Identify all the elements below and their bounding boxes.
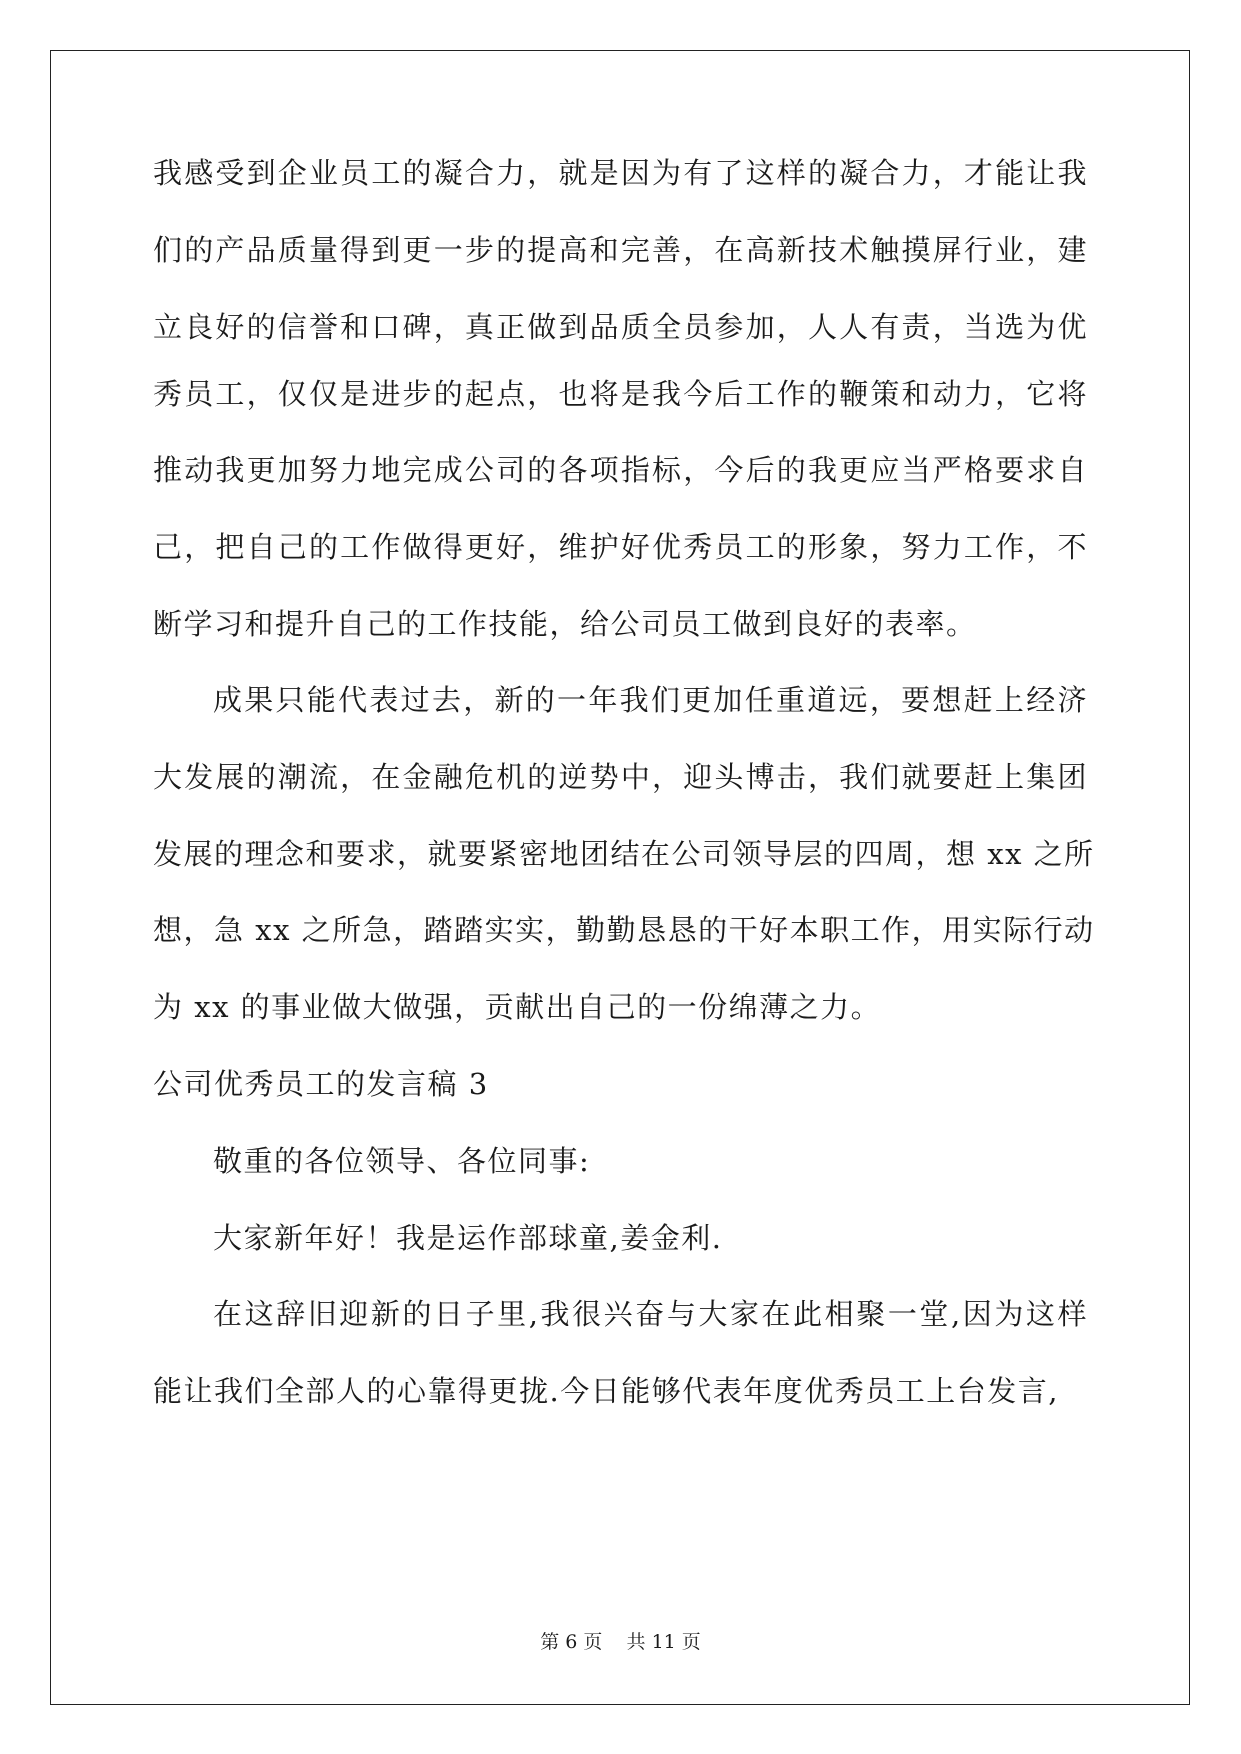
page-total: 共 11 页 xyxy=(626,1631,701,1653)
paragraph-first-line: 成果只能代表过去，新的一年我们更加任重道远，要想赶上经济 xyxy=(213,683,1088,717)
page-footer xyxy=(0,1630,1241,1654)
body-line: 我感受到企业员工的凝合力，就是因为有了这样的凝合力，才能让我 xyxy=(153,156,1088,190)
body-line: 立良好的信誉和口碑，真正做到品质全员参加，人人有责，当选为优 xyxy=(153,310,1088,344)
page-number: 第 6 页 xyxy=(540,1631,603,1653)
body-line: 能让我们全部人的心靠得更拢.今日能够代表年度优秀员工上台发言, xyxy=(153,1374,1059,1408)
body-line: 们的产品质量得到更一步的提高和完善，在高新技术触摸屏行业，建 xyxy=(153,233,1088,267)
body-line: 推动我更加努力地完成公司的各项指标，今后的我更应当严格要求自 xyxy=(153,453,1088,487)
greeting-line: 大家新年好！我是运作部球童,姜金利. xyxy=(213,1221,723,1255)
body-line: 断学习和提升自己的工作技能，给公司员工做到良好的表率。 xyxy=(153,607,977,641)
body-line: 发展的理念和要求，就要紧密地团结在公司领导层的四周，想 xx 之所 xyxy=(153,837,1095,871)
body-line: 想，急 xx 之所急，踏踏实实，勤勤恳恳的干好本职工作，用实际行动 xyxy=(153,913,1095,947)
body-line: 己，把自己的工作做得更好，维护好优秀员工的形象，努力工作，不 xyxy=(153,530,1088,564)
paragraph-first-line: 在这辞旧迎新的日子里,我很兴奋与大家在此相聚一堂,因为这样 xyxy=(213,1297,1088,1331)
salutation: 敬重的各位领导、各位同事: xyxy=(213,1144,591,1178)
body-line: 为 xx 的事业做大做强，贡献出自己的一份绵薄之力。 xyxy=(153,990,882,1024)
section-heading: 公司优秀员工的发言稿 3 xyxy=(153,1067,489,1101)
body-line: 秀员工，仅仅是进步的起点，也将是我今后工作的鞭策和动力，它将 xyxy=(153,377,1088,411)
page-border xyxy=(50,50,1190,1705)
body-line: 大发展的潮流，在金融危机的逆势中，迎头博击，我们就要赶上集团 xyxy=(153,760,1088,794)
